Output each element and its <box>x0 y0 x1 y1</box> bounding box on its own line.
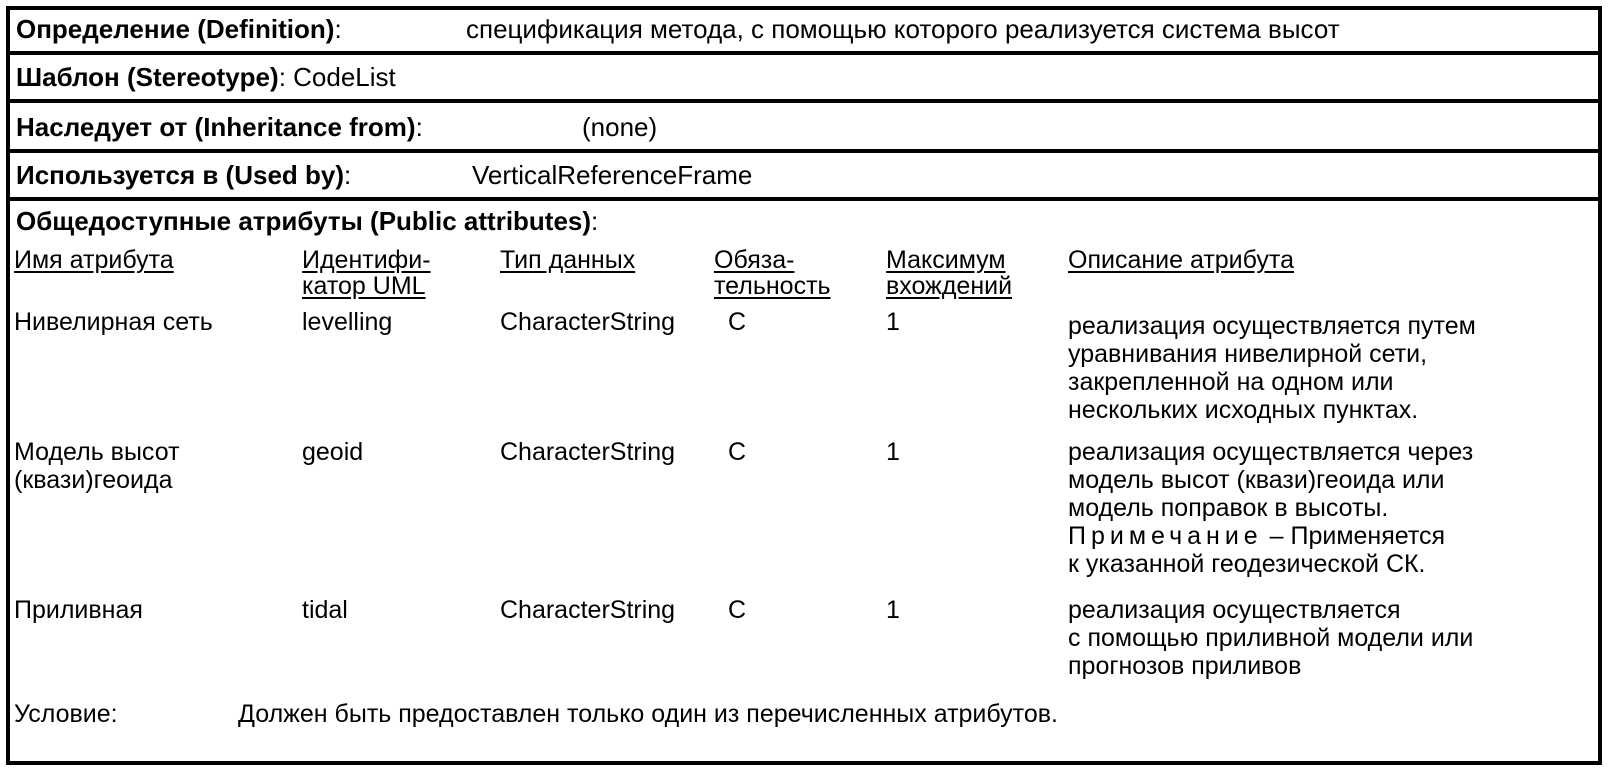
divider <box>10 149 1598 153</box>
used-by-value: VerticalReferenceFrame <box>472 160 753 190</box>
col-header-uml-2: катор UML <box>302 272 426 300</box>
condition-value: Должен быть предоставлен только один из перечисленных атрибутов. <box>238 700 1058 728</box>
stereotype-colon: : <box>278 62 286 92</box>
codelist-table <box>6 6 1602 765</box>
row-name: Нивелирная сеть <box>14 308 213 336</box>
definition-row <box>16 14 342 44</box>
row-uml: geoid <box>302 438 364 466</box>
definition-value: спецификация метода, с помощью которого реализуется система высот <box>466 14 1340 44</box>
inheritance-value: (none) <box>582 112 658 142</box>
row-description-line: модель поправок в высоты. <box>1068 494 1389 522</box>
col-header-type: Тип данных <box>500 246 636 274</box>
col-header-obligation-1: Обяза- <box>714 246 795 274</box>
public-attributes-title <box>16 206 598 236</box>
row-uml: tidal <box>302 596 348 624</box>
col-header-obligation-2: тельность <box>714 272 831 300</box>
row-obligation: C <box>728 596 747 624</box>
row-description-line: реализация осуществляется <box>1068 596 1401 624</box>
note-label: Примечание <box>1068 522 1263 550</box>
row-obligation: C <box>728 308 747 336</box>
row-type: CharacterString <box>500 308 676 336</box>
col-header-max-2: вхождений <box>886 272 1013 300</box>
public-attributes-label: Общедоступные атрибуты (Public attributes) <box>16 206 592 236</box>
col-header-uml-1: Идентифи- <box>302 246 431 274</box>
row-obligation: C <box>728 438 747 466</box>
note-text: – Применяется <box>1262 522 1446 550</box>
col-header-name: Имя атрибута <box>14 246 174 274</box>
public-attributes-colon: : <box>591 206 599 236</box>
row-description-line: реализация осуществляется путем <box>1068 312 1476 340</box>
used-by-label: Используется в (Used by) <box>16 160 345 190</box>
row-description-line: модель высот (квази)геоида или <box>1068 466 1445 494</box>
divider <box>10 51 1598 55</box>
row-note-line: к указанной геодезической СК. <box>1068 550 1426 578</box>
row-description-line: реализация осуществляется через <box>1068 438 1474 466</box>
row-max: 1 <box>886 308 900 336</box>
definition-label: Определение (Definition) <box>16 14 335 44</box>
row-type: CharacterString <box>500 438 676 466</box>
definition-colon: : <box>334 14 342 44</box>
inheritance-row <box>16 112 423 142</box>
row-name: (квази)геоида <box>14 466 173 494</box>
row-uml: levelling <box>302 308 393 336</box>
row-max: 1 <box>886 596 900 624</box>
row-name: Приливная <box>14 596 143 624</box>
stereotype-value: CodeList <box>285 62 396 92</box>
col-header-description: Описание атрибута <box>1068 246 1294 274</box>
row-description-line: закрепленной на одном или <box>1068 368 1394 396</box>
used-by-row <box>16 160 351 190</box>
inheritance-label: Наследует от (Inheritance from) <box>16 112 416 142</box>
row-description-line: уравнивания нивелирной сети, <box>1068 340 1428 368</box>
row-note <box>1068 522 1445 551</box>
divider <box>10 99 1598 103</box>
inheritance-colon: : <box>415 112 423 142</box>
used-by-colon: : <box>344 160 352 190</box>
row-description-line: с помощью приливной модели или <box>1068 624 1474 652</box>
stereotype-label: Шаблон (Stereotype) <box>16 62 279 92</box>
col-header-max-1: Максимум <box>886 246 1006 274</box>
stereotype-row <box>16 62 396 92</box>
row-type: CharacterString <box>500 596 676 624</box>
row-description-line: прогнозов приливов <box>1068 652 1302 680</box>
condition-label: Условие: <box>14 700 118 728</box>
divider <box>10 197 1598 201</box>
row-description-line: нескольких исходных пунктах. <box>1068 396 1419 424</box>
row-name: Модель высот <box>14 438 180 466</box>
row-max: 1 <box>886 438 900 466</box>
